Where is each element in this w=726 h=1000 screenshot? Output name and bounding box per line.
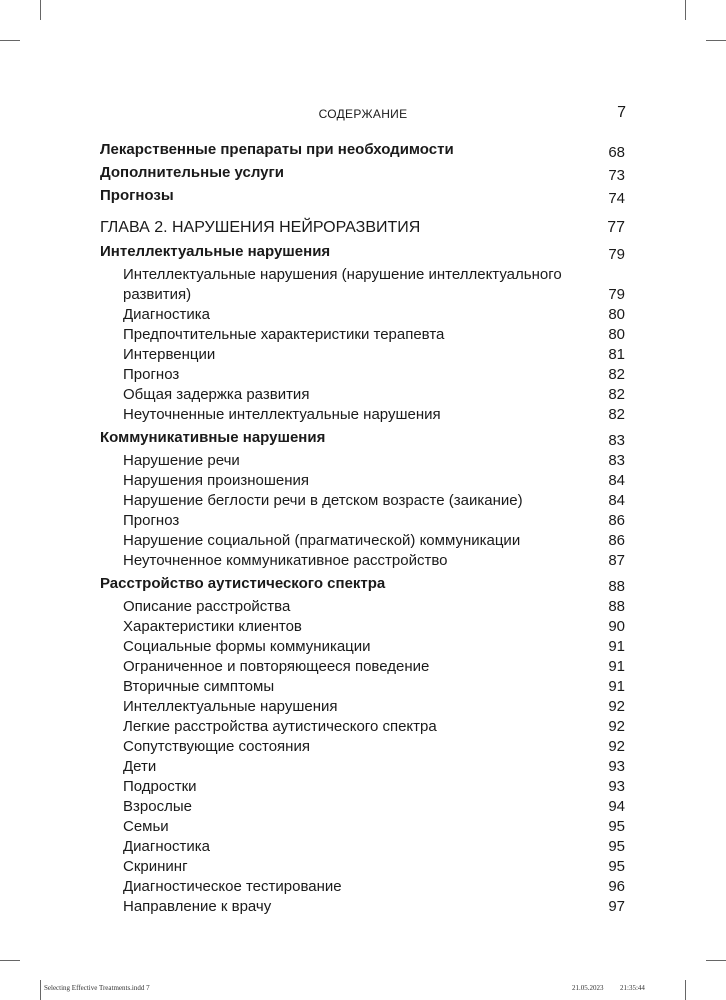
toc-entry-title: Социальные формы коммуникации bbox=[123, 638, 371, 655]
toc-section-entry bbox=[100, 428, 625, 451]
toc-section-entry bbox=[100, 574, 625, 597]
toc-entry-title: Прогноз bbox=[123, 366, 180, 383]
toc-entry-title: Легкие расстройства аутистического спектра bbox=[123, 718, 437, 735]
toc-entry-title: Нарушение социальной (прагматической) коммуникации bbox=[123, 532, 521, 549]
toc-entry-page: 83 bbox=[608, 452, 625, 469]
slug-date: 21.05.2023 bbox=[572, 984, 604, 992]
toc-entry-page: 95 bbox=[608, 818, 625, 835]
toc-entry-page: 95 bbox=[608, 838, 625, 855]
toc-entry-page: 91 bbox=[608, 638, 625, 655]
toc-entry-title: Направление к врачу bbox=[123, 898, 272, 915]
toc-entry-title: Неуточненное коммуникативное расстройство bbox=[123, 552, 448, 569]
toc-subentry bbox=[100, 451, 625, 471]
table-of-contents bbox=[100, 140, 625, 917]
toc-entry-page: 92 bbox=[608, 698, 625, 715]
crop-mark-bottom-left bbox=[40, 980, 41, 1000]
toc-entry-page: 86 bbox=[608, 512, 625, 529]
toc-subentry bbox=[100, 777, 625, 797]
toc-subentry bbox=[100, 737, 625, 757]
toc-entry-page: 88 bbox=[608, 578, 625, 595]
toc-entry-page: 79 bbox=[608, 286, 625, 303]
toc-entry-page: 80 bbox=[608, 326, 625, 343]
toc-entry-title: Нарушения произношения bbox=[123, 472, 310, 489]
toc-entry-title: Подростки bbox=[123, 778, 197, 795]
toc-section-entry bbox=[100, 140, 625, 163]
toc-subentry bbox=[100, 817, 625, 837]
crop-mark-bottom-right bbox=[685, 980, 686, 1000]
toc-entry-title: Диагностическое тестирование bbox=[123, 878, 342, 895]
toc-entry-title: Дополнительные услуги bbox=[100, 164, 284, 181]
toc-entry-title: Вторичные симптомы bbox=[123, 678, 275, 695]
toc-entry-title: Описание расстройства bbox=[123, 598, 291, 615]
toc-subentry bbox=[100, 511, 625, 531]
toc-entry-title: Лекарственные препараты при необходимости bbox=[100, 141, 454, 158]
toc-entry-page: 97 bbox=[608, 898, 625, 915]
toc-subentry bbox=[100, 697, 625, 717]
toc-entry-title: Нарушение беглости речи в детском возрасте (заикание) bbox=[123, 492, 523, 509]
toc-entry-page: 87 bbox=[608, 552, 625, 569]
toc-subentry bbox=[100, 551, 625, 571]
toc-entry-title: Интервенции bbox=[123, 346, 216, 363]
toc-subentry bbox=[100, 617, 625, 637]
toc-entry-page: 79 bbox=[608, 246, 625, 263]
crop-mark-right-bottom bbox=[706, 960, 726, 961]
toc-entry-title: Ограниченное и повторяющееся поведение bbox=[123, 658, 430, 675]
toc-entry-title: Общая задержка развития bbox=[123, 386, 310, 403]
toc-section-entry bbox=[100, 163, 625, 186]
toc-entry-page: 82 bbox=[608, 366, 625, 383]
toc-subentry bbox=[100, 471, 625, 491]
toc-subentry bbox=[100, 265, 625, 305]
toc-entry-title: Семьи bbox=[123, 818, 169, 835]
toc-entry-page: 94 bbox=[608, 798, 625, 815]
toc-entry-page: 84 bbox=[608, 472, 625, 489]
toc-entry-title: Интеллектуальные нарушения bbox=[100, 243, 331, 260]
toc-entry-page: 93 bbox=[608, 758, 625, 775]
toc-entry-title: Прогнозы bbox=[100, 187, 174, 204]
toc-entry-page: 82 bbox=[608, 406, 625, 423]
toc-entry-page: 74 bbox=[608, 190, 625, 207]
toc-entry-page: 83 bbox=[608, 432, 625, 449]
toc-entry-page: 90 bbox=[608, 618, 625, 635]
toc-entry-page: 82 bbox=[608, 386, 625, 403]
toc-subentry bbox=[100, 385, 625, 405]
slug-filename: Selecting Effective Treatments.indd 7 bbox=[44, 984, 150, 992]
toc-entry-page: 92 bbox=[608, 738, 625, 755]
toc-entry-page: 77 bbox=[607, 219, 625, 236]
toc-entry-title: Расстройство аутистического спектра bbox=[100, 575, 386, 592]
toc-subentry bbox=[100, 797, 625, 817]
toc-subentry bbox=[100, 757, 625, 777]
toc-entry-title: Нарушение речи bbox=[123, 452, 240, 469]
toc-subentry bbox=[100, 637, 625, 657]
toc-subentry bbox=[100, 717, 625, 737]
toc-entry-title: Прогноз bbox=[123, 512, 180, 529]
crop-mark-top-left bbox=[40, 0, 41, 20]
toc-entry-page: 96 bbox=[608, 878, 625, 895]
slug-time: 21:35:44 bbox=[620, 984, 645, 992]
toc-subentry bbox=[100, 677, 625, 697]
toc-entry-page: 91 bbox=[608, 678, 625, 695]
toc-entry-page: 88 bbox=[608, 598, 625, 615]
toc-subentry bbox=[100, 531, 625, 551]
toc-entry-title: Коммуникативные нарушения bbox=[100, 429, 326, 446]
toc-entry-page: 73 bbox=[608, 167, 625, 184]
toc-entry-title: Диагностика bbox=[123, 838, 210, 855]
toc-subentry bbox=[100, 325, 625, 345]
toc-subentry bbox=[100, 897, 625, 917]
toc-entry-title: Дети bbox=[123, 758, 157, 775]
toc-section-entry bbox=[100, 186, 625, 209]
toc-entry-title: Взрослые bbox=[123, 798, 192, 815]
crop-mark-top-right bbox=[685, 0, 686, 20]
running-head bbox=[0, 104, 726, 124]
toc-entry-title: Характеристики клиентов bbox=[123, 618, 302, 635]
toc-entry-title: Диагностика bbox=[123, 306, 210, 323]
toc-subentry bbox=[100, 837, 625, 857]
toc-subentry bbox=[100, 305, 625, 325]
toc-entry-page: 68 bbox=[608, 144, 625, 161]
toc-entry-title: Предпочтительные характеристики терапевта bbox=[123, 326, 445, 343]
running-title: СОДЕРЖАНИЕ bbox=[318, 107, 408, 121]
toc-entry-page: 84 bbox=[608, 492, 625, 509]
toc-subentry bbox=[100, 491, 625, 511]
toc-subentry bbox=[100, 365, 625, 385]
toc-subentry bbox=[100, 345, 625, 365]
toc-chapter-heading bbox=[100, 218, 625, 238]
crop-mark-left-bottom bbox=[0, 960, 20, 961]
toc-entry-page: 80 bbox=[608, 306, 625, 323]
toc-subentry bbox=[100, 877, 625, 897]
toc-subentry bbox=[100, 597, 625, 617]
crop-mark-right-top bbox=[706, 40, 726, 41]
toc-entry-page: 91 bbox=[608, 658, 625, 675]
toc-entry-title: ГЛАВА 2. НАРУШЕНИЯ НЕЙРОРАЗВИТИЯ bbox=[100, 219, 421, 236]
toc-subentry bbox=[100, 657, 625, 677]
toc-entry-title: Сопутствующие состояния bbox=[123, 738, 310, 755]
toc-entry-page: 93 bbox=[608, 778, 625, 795]
toc-entry-title: Интеллектуальные нарушения bbox=[123, 698, 338, 715]
page-number: 7 bbox=[617, 104, 626, 121]
toc-subentry bbox=[100, 405, 625, 425]
toc-subentry bbox=[100, 857, 625, 877]
toc-entry-title: Скрининг bbox=[123, 858, 188, 875]
toc-entry-page: 95 bbox=[608, 858, 625, 875]
toc-entry-title: Интеллектуальные нарушения (нарушение интеллектуального развития) bbox=[123, 266, 562, 303]
toc-entry-page: 86 bbox=[608, 532, 625, 549]
toc-entry-page: 81 bbox=[608, 346, 625, 363]
toc-entry-title: Неуточненные интеллектуальные нарушения bbox=[123, 406, 441, 423]
toc-section-entry bbox=[100, 242, 625, 265]
toc-entry-page: 92 bbox=[608, 718, 625, 735]
crop-mark-left-top bbox=[0, 40, 20, 41]
